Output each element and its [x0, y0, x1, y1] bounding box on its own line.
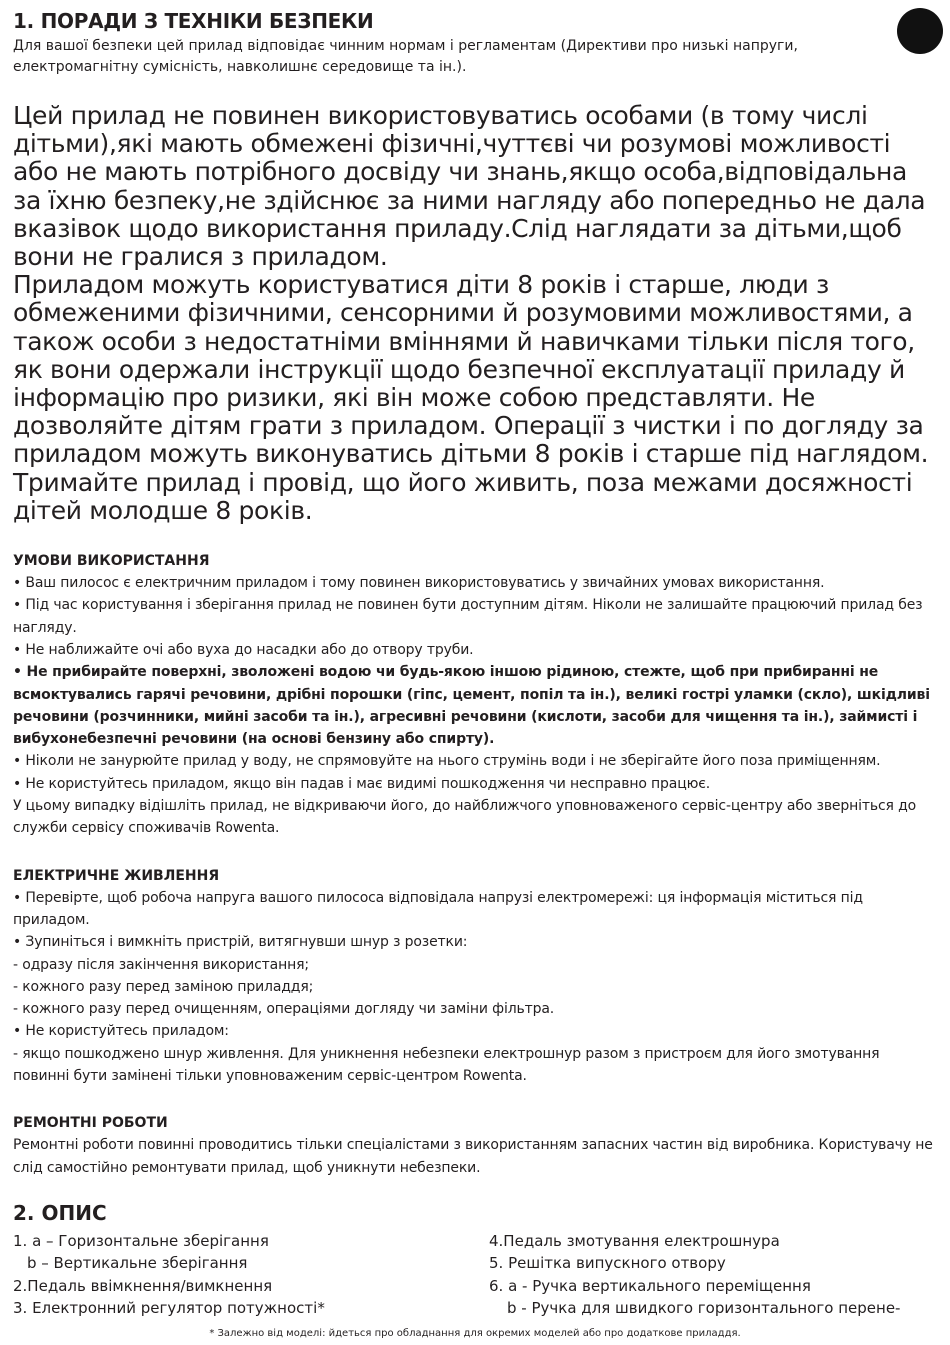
- usage-heading: УМОВИ ВИКОРИСТАННЯ: [13, 553, 210, 570]
- description-item: b - Ручка для швидкого горизонтального перене-: [507, 1299, 901, 1318]
- description-item: 3. Електронний регулятор потужності*: [13, 1299, 325, 1318]
- description-item: 1. a – Горизонтальне зберігання: [13, 1231, 269, 1250]
- power-item: • Перевірте, щоб робоча напруга вашого пилососа відповідала напрузі електромережі: ця інформація міститься під приладом.: [13, 889, 863, 928]
- description-item: 4.Педаль змотування електрошнура: [489, 1231, 780, 1250]
- usage-section: [13, 550, 938, 840]
- section-2-title: 2. ОПИС: [13, 1200, 107, 1225]
- safety-intro: Для вашої безпеки цей прилад відповідає чинним нормам і регламентам (Директиви про низькі напруги, електромагнітну сумісність, навколишнє середовище та ін.).: [13, 38, 798, 75]
- usage-item: • Ваш пилосос є електричним приладом і тому повинен використовуватись у звичайних умовах використання.: [13, 575, 825, 592]
- power-item: - одразу після закінчення використання;: [13, 956, 309, 973]
- section-1-title: 1. ПОРАДИ З ТЕХНІКИ БЕЗПЕКИ: [13, 9, 374, 33]
- repair-section: [13, 1112, 938, 1179]
- usage-item: • Не наближайте очі або вуха до насадки або до отвору труби.: [13, 641, 474, 658]
- description-item: 5. Решітка випускного отвору: [489, 1254, 726, 1273]
- usage-item: У цьому випадку відішліть прилад, не відкриваючи його, до найближчого уповноваженого сервіс-центру або зверніться до служби сервісу споживачів Rowenta.: [13, 798, 917, 837]
- children-warning: [13, 102, 933, 525]
- description-item: 6. a - Ручка вертикального переміщення: [489, 1276, 811, 1295]
- document-page: [13, 8, 938, 1320]
- power-item: - кожного разу перед заміною приладдя;: [13, 978, 314, 995]
- power-item: - якщо пошкоджено шнур живлення. Для уникнення небезпеки електрошнур разом з пристроєм для його змотування повинні бути замінені тільки уповноваженим сервіс-центром Rowenta.: [13, 1045, 880, 1084]
- power-item: - кожного разу перед очищенням, операціями догляду чи заміни фільтра.: [13, 1001, 555, 1018]
- description-item: 2.Педаль ввімкнення/вимкнення: [13, 1276, 273, 1295]
- usage-item: • Не користуйтесь приладом, якщо він падав і має видимі пошкодження чи несправно працює.: [13, 775, 711, 792]
- footnote: * Залежно від моделі: йдеться про обладнання для окремих моделей або про додаткове приладдя.: [209, 1328, 741, 1339]
- power-heading: ЕЛЕКТРИЧНЕ ЖИВЛЕННЯ: [13, 867, 220, 884]
- usage-item-bold-warning: • Не прибирайте поверхні, зволожені водою чи будь-якою іншою рідиною, стежте, щоб при прибиранні не всмоктувались гарячі речовини, дрібні порошки (гіпс, цемент, попіл та ін.), великі гострі уламки (скло), шкідливі речовини (розчинники, мийні засоби та ін.), агресивні речовини (кислоти, засоби для чищення та ін.), займисті і вибухонебезпечні речовини (на основі бензину або спирту).: [13, 664, 930, 748]
- description-item: b – Вертикальне зберігання: [27, 1254, 248, 1273]
- description-list: [13, 1230, 938, 1320]
- repair-heading: РЕМОНТНІ РОБОТИ: [13, 1115, 168, 1132]
- usage-item: • Ніколи не занурюйте прилад у воду, не спрямовуйте на нього струмінь води і не зберігайте його поза приміщенням.: [13, 753, 881, 770]
- warning-paragraph-3: Тримайте прилад і провід, що його живить, поза межами досяжності дітей молодше 8 років.: [13, 467, 913, 525]
- repair-text: Ремонтні роботи повинні проводитись тільки спеціалістами з використанням запасних частин від виробника. Користувачу не слід самостійно ремонтувати прилад, щоб уникнути небезпеки.: [13, 1137, 933, 1176]
- power-item: • Зупиніться і вимкніть пристрій, витягнувши шнур з розетки:: [13, 934, 468, 951]
- description-column-left: [13, 1230, 489, 1320]
- warning-paragraph-2: Приладом можуть користуватися діти 8 років і старше, люди з обмеженими фізичними, сенсорними й розумовими можливостями, а також особи з недостатніми вміннями й навичками тільки після того, як вони одержали інструкції щодо безпечної експлуатації приладу й інформацію про ризики, які він може собою представляти. Не дозволяйте дітям грати з приладом. Операції з чистки і по догляду за приладом можуть виконуватись дітьми 8 років і старше під наглядом.: [13, 270, 929, 469]
- warning-paragraph-1: Цей прилад не повинен використовуватись особами (в тому числі дітьми),які мають обмежені фізичні,чуттєві чи розумові можливості або не мають потрібного досвіду чи знань,якщо особа,відповідальна за їхню безпеку,не здійснює за ними нагляду або попередньо не дала вказівок щодо використання приладу.Слід наглядати за дітьми,щоб вони не гралися з приладом.: [13, 101, 926, 272]
- power-item: • Не користуйтесь приладом:: [13, 1023, 229, 1040]
- power-section: [13, 865, 938, 1088]
- description-column-right: [489, 1230, 929, 1320]
- usage-item: • Під час користування і зберігання прилад не повинен бути доступним дітям. Ніколи не залишайте працюючий прилад без нагляду.: [13, 597, 923, 636]
